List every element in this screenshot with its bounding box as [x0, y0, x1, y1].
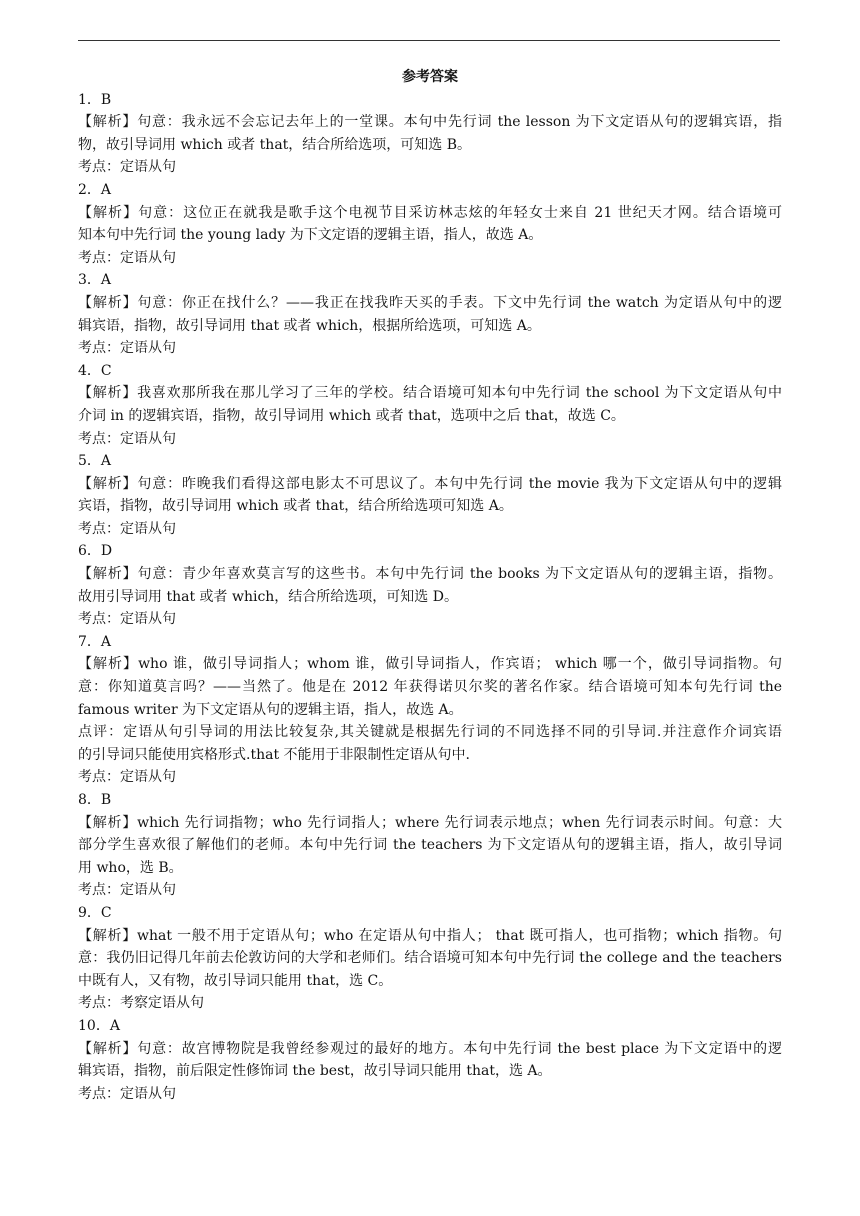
- explanation-line: 中既有人，又有物，故引导词只能用 that，选 C。: [78, 972, 393, 989]
- explanation-line: 用 who，选 B。: [78, 859, 183, 876]
- explanation-line: 辑宾语，指物，前后限定性修饰词 the best，故引导词只能用 that，选 A。: [78, 1063, 552, 1080]
- topic-line: 考点：定语从句: [78, 520, 176, 537]
- topic-line: 考点：定语从句: [78, 611, 176, 628]
- topic-line: 考点：考察定语从句: [78, 995, 204, 1012]
- explanation-line: 部分学生喜欢很了解他们的老师。本句中先行词 the teachers 为下文定语从句的逻辑主语，指人，故引导词: [78, 837, 782, 854]
- explanation-line: 知本句中先行词 the young lady 为下文定语的逻辑主语，指人，故选 A。: [78, 227, 543, 244]
- topic-line: 考点：定语从句: [78, 159, 176, 176]
- topic-line: 考点：定语从句: [78, 249, 176, 266]
- explanation-line: 故用引导词用 that 或者 which，结合所给选项，可知选 D。: [78, 588, 458, 605]
- explanation-line: 意：你知道莫言吗？——当然了。他是在 2012 年获得诺贝尔奖的著名作家。结合语境可知本句先行词 the: [78, 679, 782, 696]
- answer-number: 4．C: [78, 362, 112, 379]
- explanation-line: 【解析】句意：青少年喜欢莫言写的这些书。本句中先行词 the books 为下文定语从句的逻辑主语，指物。: [78, 566, 782, 583]
- topic-line: 考点：定语从句: [78, 882, 176, 899]
- answer-number: 1．B: [78, 91, 112, 108]
- answer-number: 2．A: [78, 181, 112, 198]
- explanation-line: 【解析】句意：你正在找什么？——我正在找我昨天买的手表。下文中先行词 the watch 为定语从句中的逻: [78, 294, 782, 311]
- explanation-line: 【解析】which 先行词指物；who 先行词指人；where 先行词表示地点；when 先行词表示时间。句意：大: [78, 814, 782, 831]
- explanation-line: 【解析】我喜欢那所我在那儿学习了三年的学校。结合语境可知本句中先行词 the school 为下文定语从句中: [78, 385, 782, 402]
- topic-line: 考点：定语从句: [78, 769, 176, 786]
- answer-item: [78, 179, 782, 269]
- explanation-line: 辑宾语，指物，故引导词用 that 或者 which，根据所给选项，可知选 A。: [78, 317, 541, 334]
- answer-number: 6．D: [78, 543, 113, 560]
- answer-item: [78, 631, 782, 789]
- explanation-line: 【解析】句意：昨晚我们看得这部电影太不可思议了。本句中先行词 the movie 我为下文定语从句中的逻辑: [78, 475, 782, 492]
- comment-line: 点评：定语从句引导词的用法比较复杂,其关键就是根据先行词的不同选择不同的引导词.并注意作介词宾语: [78, 724, 782, 741]
- answer-list: [78, 89, 782, 1106]
- answer-item: [78, 902, 782, 1015]
- answer-item: [78, 540, 782, 630]
- answer-number: 9．C: [78, 904, 112, 921]
- explanation-line: 的引导词只能使用宾格形式.that 不能用于非限制性定语从句中.: [78, 746, 470, 763]
- explanation-line: 宾语，指物，故引导词用 which 或者 that，结合所给选项可知选 A。: [78, 498, 513, 515]
- answer-item: [78, 450, 782, 540]
- header-rule: [78, 40, 780, 41]
- answer-item: [78, 789, 782, 902]
- answer-item: [78, 89, 782, 179]
- explanation-line: 【解析】who 谁，做引导词指人；whom 谁，做引导词指人，作宾语； which 哪一个，做引导词指物。句: [78, 656, 782, 673]
- answer-key: [78, 66, 782, 1105]
- answer-number: 8．B: [78, 792, 112, 808]
- page-title: 参考答案: [402, 69, 458, 85]
- answer-number: 3．A: [78, 272, 112, 289]
- answer-item: [78, 360, 782, 450]
- explanation-line: 介词 in 的逻辑宾语，指物，故引导词用 which 或者 that，选项中之后 that，故选 C。: [78, 407, 625, 424]
- explanation-line: 【解析】what 一般不用于定语从句；who 在定语从句中指人； that 既可指人，也可指物；which 指物。句: [78, 927, 782, 944]
- explanation-line: 【解析】句意：故宫博物院是我曾经参观过的最好的地方。本句中先行词 the best place 为下文定语中的逻: [78, 1040, 782, 1057]
- explanation-line: 意：我仍旧记得几年前去伦敦访问的大学和老师们。结合语境可知本句中先行词 the college and the teachers: [78, 950, 782, 967]
- answer-number: 5．A: [78, 453, 112, 470]
- topic-line: 考点：定语从句: [78, 340, 176, 357]
- answer-item: [78, 1015, 782, 1105]
- topic-line: 考点：定语从句: [78, 430, 176, 447]
- explanation-line: 【解析】句意：我永远不会忘记去年上的一堂课。本句中先行词 the lesson 为下文定语从句的逻辑宾语，指: [78, 114, 782, 131]
- answer-number: 10．A: [78, 1017, 120, 1034]
- topic-line: 考点：定语从句: [78, 1085, 176, 1102]
- answer-item: [78, 269, 782, 359]
- explanation-line: 物，故引导词用 which 或者 that，结合所给选项，可知选 B。: [78, 136, 472, 153]
- explanation-line: famous writer 为下文定语从句的逻辑主语，指人，故选 A。: [78, 701, 463, 718]
- answer-number: 7．A: [78, 633, 112, 650]
- explanation-line: 【解析】句意：这位正在就我是歌手这个电视节目采访林志炫的年轻女士来自 21 世纪天才网。结合语境可: [78, 204, 782, 221]
